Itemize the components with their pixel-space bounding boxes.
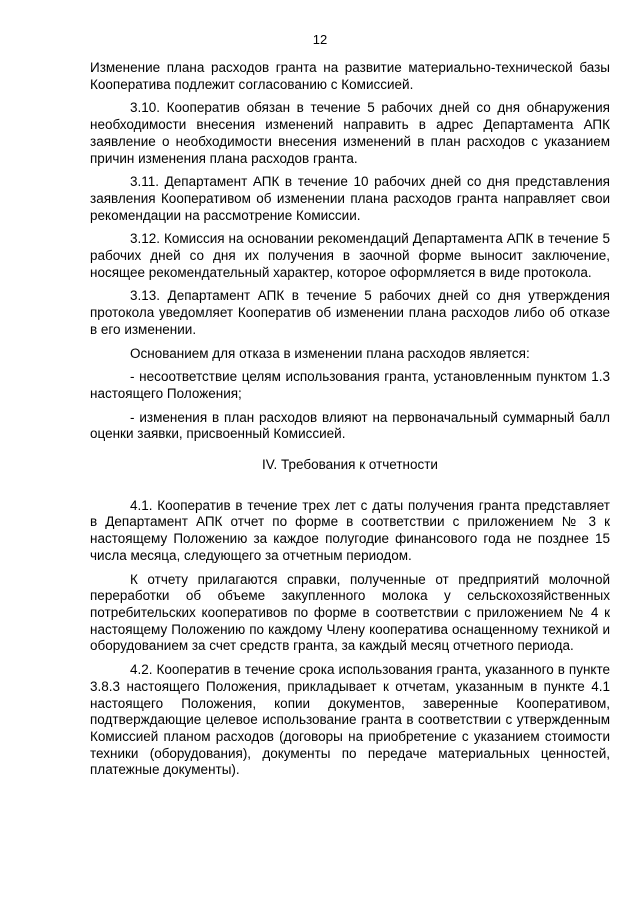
paragraph-report-attachments: К отчету прилагаются справки, полученные от предприятий молочной переработки об объеме закупленного молока у сельскохозяйственных потребительских кооперативов по форме в соответствии с приложением № 4 к настоящему Положению по каждому Члену кооператива оснащенному техникой и оборудованием за счет средств гранта, за каждый месяц отчетного периода. [90,571,610,654]
paragraph-4-1: 4.1. Кооператив в течение трех лет с даты получения гранта представляет в Департамент АПК отчет по форме в соответствии с приложением № 3 к настоящему Положению за каждое полугодие финансового года не позднее 15 числа месяца, следующего за отчетным периодом. [90,497,610,563]
list-item-refusal-1: - несоответствие целям использования гранта, установленным пунктом 1.3 настоящего Положения; [90,369,610,401]
document-body [90,60,610,786]
section-heading: IV. Требования к отчетности [262,457,438,473]
paragraph-3-13: 3.13. Департамент АПК в течение 5 рабочих дней со дня утверждения протокола уведомляет Кооператив об изменении плана расходов либо об отказе в его изменении. [90,288,610,337]
page-number: 12 [312,32,328,47]
paragraph-3-12: 3.12. Комиссия на основании рекомендаций Департамента АПК в течение 5 рабочих дней со дня их получения в заочной форме выносит заключение, носящее рекомендательный характер, которое оформляется в виде протокола. [90,231,610,280]
list-item-refusal-2: - изменения в план расходов влияют на первоначальный суммарный балл оценки заявки, присвоенный Комиссией. [90,409,610,442]
paragraph-3-11: 3.11. Департамент АПК в течение 10 рабочих дней со дня представления заявления Кооперативом об изменении плана расходов гранта направляет свои рекомендации на рассмотрение Комиссии. [90,174,610,223]
paragraph-plan-change-approval: Изменение плана расходов гранта на развитие материально-технической базы Кооператива подлежит согласованию с Комиссией. [90,60,610,92]
paragraph-3-10: 3.10. Кооператив обязан в течение 5 рабочих дней со дня обнаружения необходимости внесения изменений направить в адрес Департамента АПК заявление о необходимости внесения изменений в план расходов с указанием причин изменения плана расходов гранта. [90,100,610,166]
paragraph-4-2: 4.2. Кооператив в течение срока использования гранта, указанного в пункте 3.8.3 настоящего Положения, прикладывает к отчетам, указанным в пункте 4.1 настоящего Положения, копии документов, заверенные Кооперативом, подтверждающие целевое использование гранта в соответствии с утвержденным Комиссией планом расходов (договоры на приобретение с указанием стоимости техники (оборудования), документы по передаче материальных ценностей, платежные документы). [90,662,610,778]
paragraph-refusal-grounds: Основанием для отказа в изменении плана расходов является: [130,345,530,361]
